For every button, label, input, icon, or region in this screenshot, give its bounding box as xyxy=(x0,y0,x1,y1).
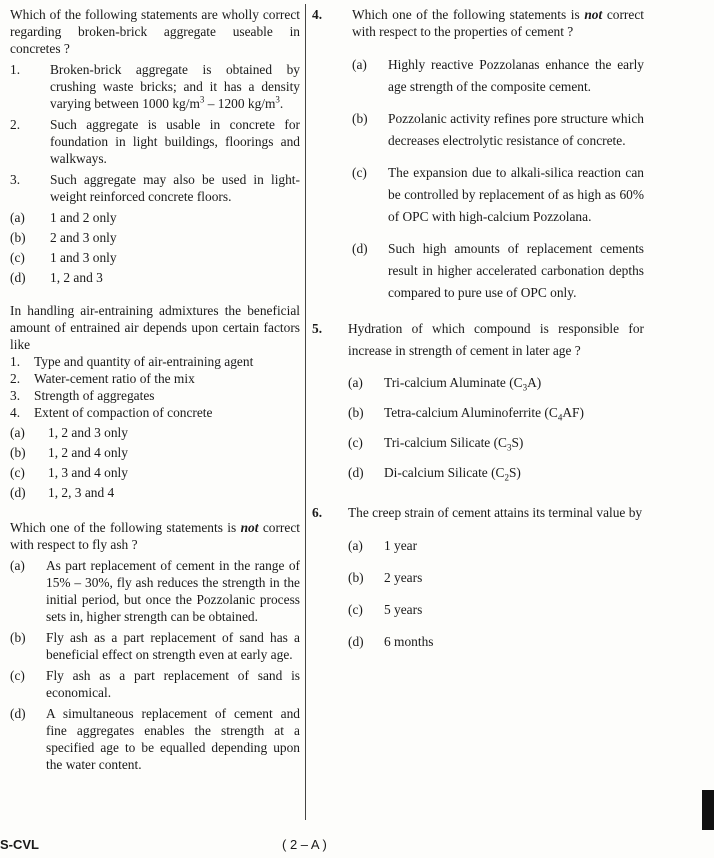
option-label: (a) xyxy=(10,425,25,440)
question-stem: Which of the following statements are wholly correct regarding broken-brick aggregate useable in concretes ? xyxy=(10,7,300,56)
option-text: Di-calcium Silicate $(C_2S)$ xyxy=(384,465,521,483)
option-text: 1, 2, 3 and 4 xyxy=(48,485,115,500)
question-number: 4. xyxy=(312,7,323,22)
option-text: Tetra-calcium Aluminoferrite $(C_4AF)$ xyxy=(384,405,584,423)
option-label: (d) xyxy=(10,485,26,500)
option-text: 1, 2 and 4 only xyxy=(48,445,128,460)
question-stem: In handling air-entraining admixtures the beneficial amount of entrained air depends upon certain factors like xyxy=(10,303,300,352)
option-text: 1 and 2 only xyxy=(50,210,117,225)
option-label: (c) xyxy=(10,668,25,683)
option-c[interactable] xyxy=(312,594,644,626)
option-b[interactable] xyxy=(10,629,300,663)
option-label: (d) xyxy=(10,270,26,285)
edge-mark xyxy=(702,790,714,830)
column-divider xyxy=(305,4,306,820)
statement-1 xyxy=(10,353,300,370)
statement-text: Water-cement ratio of the mix xyxy=(34,371,195,386)
question-1 xyxy=(10,6,300,288)
statement-number: 3. xyxy=(10,388,21,403)
statement-number: 4. xyxy=(10,405,21,420)
statement-number: 3. xyxy=(10,172,21,187)
option-text: 2 years xyxy=(384,570,423,585)
question-5 xyxy=(312,318,644,488)
option-label: (a) xyxy=(348,538,363,553)
option-b[interactable] xyxy=(312,108,644,152)
option-label: (c) xyxy=(352,165,367,180)
option-d[interactable] xyxy=(10,483,300,503)
option-c[interactable] xyxy=(10,667,300,701)
option-label: (b) xyxy=(10,630,26,645)
question-6 xyxy=(312,502,644,658)
option-label: (c) xyxy=(348,602,363,617)
option-label: (d) xyxy=(348,634,364,649)
option-label: (b) xyxy=(348,405,364,420)
statement-number: 1. xyxy=(10,354,21,369)
option-text: 6 months xyxy=(384,634,434,649)
option-label: (b) xyxy=(10,230,26,245)
option-text: 2 and 3 only xyxy=(50,230,117,245)
option-text: Tri-calcium Silicate $(C_3S)$ xyxy=(384,435,524,453)
statement-number: 1. xyxy=(10,62,21,77)
option-label: (b) xyxy=(348,570,364,585)
statement-3 xyxy=(10,387,300,404)
statement-2 xyxy=(10,116,300,167)
statement-1 xyxy=(10,61,300,112)
option-text: As part replacement of cement in the range of 15% – 30%, fly ash reduces the strength in the initial period, but once the Pozzolanic process sets in, higher strength can be obtained. xyxy=(46,558,300,624)
option-d[interactable] xyxy=(10,705,300,773)
option-a[interactable] xyxy=(10,557,300,625)
option-b[interactable] xyxy=(312,398,644,428)
statement-text: Such aggregate may also be used in light-weight reinforced concrete floors. xyxy=(50,172,300,204)
option-text: Pozzolanic activity refines pore structure which decreases electrolytic resistance of concrete. xyxy=(388,111,644,148)
option-a[interactable] xyxy=(312,368,644,398)
option-d[interactable] xyxy=(10,268,300,288)
option-text: 1, 3 and 4 only xyxy=(48,465,128,480)
option-text: 1, 2 and 3 xyxy=(50,270,103,285)
option-label: (d) xyxy=(10,706,26,721)
option-c[interactable] xyxy=(10,463,300,483)
option-label: (c) xyxy=(10,465,25,480)
option-label: (b) xyxy=(352,111,368,126)
option-text: 1 year xyxy=(384,538,418,553)
question-stem: Which one of the following statements is not correct with respect to the properties of cement ? xyxy=(352,7,644,39)
page-number: ( 2 – A ) xyxy=(282,837,327,852)
right-column xyxy=(312,6,644,658)
question-number: 5. xyxy=(312,321,323,336)
option-label: (c) xyxy=(10,250,25,265)
option-text: Highly reactive Pozzolanas enhance the early age strength of the composite cement. xyxy=(388,57,644,94)
option-c[interactable] xyxy=(312,162,644,228)
question-4 xyxy=(312,6,644,304)
statement-text: Strength of aggregates xyxy=(34,388,155,403)
option-b[interactable] xyxy=(312,562,644,594)
option-label: (a) xyxy=(10,558,25,573)
option-b[interactable] xyxy=(10,443,300,463)
statement-text: Extent of compaction of concrete xyxy=(34,405,213,420)
statement-text: Type and quantity of air-entraining agent xyxy=(34,354,254,369)
option-text: A simultaneous replacement of cement and fine aggregates enables the strength at a specified age to be equalled depending upon the water content. xyxy=(46,706,300,772)
option-c[interactable] xyxy=(10,248,300,268)
question-stem: Which one of the following statements is not correct with respect to fly ash ? xyxy=(10,520,300,552)
option-label: (a) xyxy=(348,375,363,390)
option-label: (b) xyxy=(10,445,26,460)
option-label: (d) xyxy=(352,241,368,256)
question-stem: Hydration of which compound is responsible for increase in strength of cement in later age ? xyxy=(348,321,644,358)
option-text: Fly ash as a part replacement of sand is economical. xyxy=(46,668,300,700)
statement-text: Broken-brick aggregate is obtained by crushing waste bricks; and it has a density varying between 1000 $kg/m^3 - 1200$ $kg/m^3$. xyxy=(50,62,300,111)
option-a[interactable] xyxy=(312,530,644,562)
question-3 xyxy=(10,519,300,773)
question-stem: The creep strain of cement attains its terminal value by xyxy=(348,505,643,520)
option-label: (d) xyxy=(348,465,364,480)
option-text: 1, 2 and 3 only xyxy=(48,425,128,440)
left-column xyxy=(10,6,300,773)
option-label: (a) xyxy=(10,210,25,225)
option-text: Tri-calcium Aluminate $(C_3A)$ xyxy=(384,375,542,393)
option-a[interactable] xyxy=(10,208,300,228)
option-d[interactable] xyxy=(312,626,644,658)
option-a[interactable] xyxy=(10,423,300,443)
option-text: 5 years xyxy=(384,602,423,617)
question-2 xyxy=(10,302,300,503)
statement-number: 2. xyxy=(10,117,21,132)
option-label: (a) xyxy=(352,57,367,72)
option-a[interactable] xyxy=(312,54,644,98)
option-d[interactable] xyxy=(312,458,644,488)
option-b[interactable] xyxy=(10,228,300,248)
statement-3 xyxy=(10,171,300,205)
option-text: Such high amounts of replacement cements result in higher accelerated carbonation depths compared to pure use of OPC only. xyxy=(388,241,644,300)
statement-text: Such aggregate is usable in concrete for foundation in light buildings, floorings and walkways. xyxy=(50,117,300,166)
statement-4 xyxy=(10,404,300,421)
option-label: (c) xyxy=(348,435,363,450)
option-c[interactable] xyxy=(312,428,644,458)
option-text: Fly ash as a part replacement of sand has a beneficial effect on strength even at early age. xyxy=(46,630,300,662)
paper-code: S-CVL xyxy=(0,837,39,852)
statement-number: 2. xyxy=(10,371,21,386)
statement-2 xyxy=(10,370,300,387)
option-text: The expansion due to alkali-silica reaction can be controlled by replacement of as high as 60% of OPC with high-calcium Pozzolana. xyxy=(388,165,644,224)
question-number: 6. xyxy=(312,505,323,520)
option-d[interactable] xyxy=(312,238,644,304)
option-text: 1 and 3 only xyxy=(50,250,117,265)
